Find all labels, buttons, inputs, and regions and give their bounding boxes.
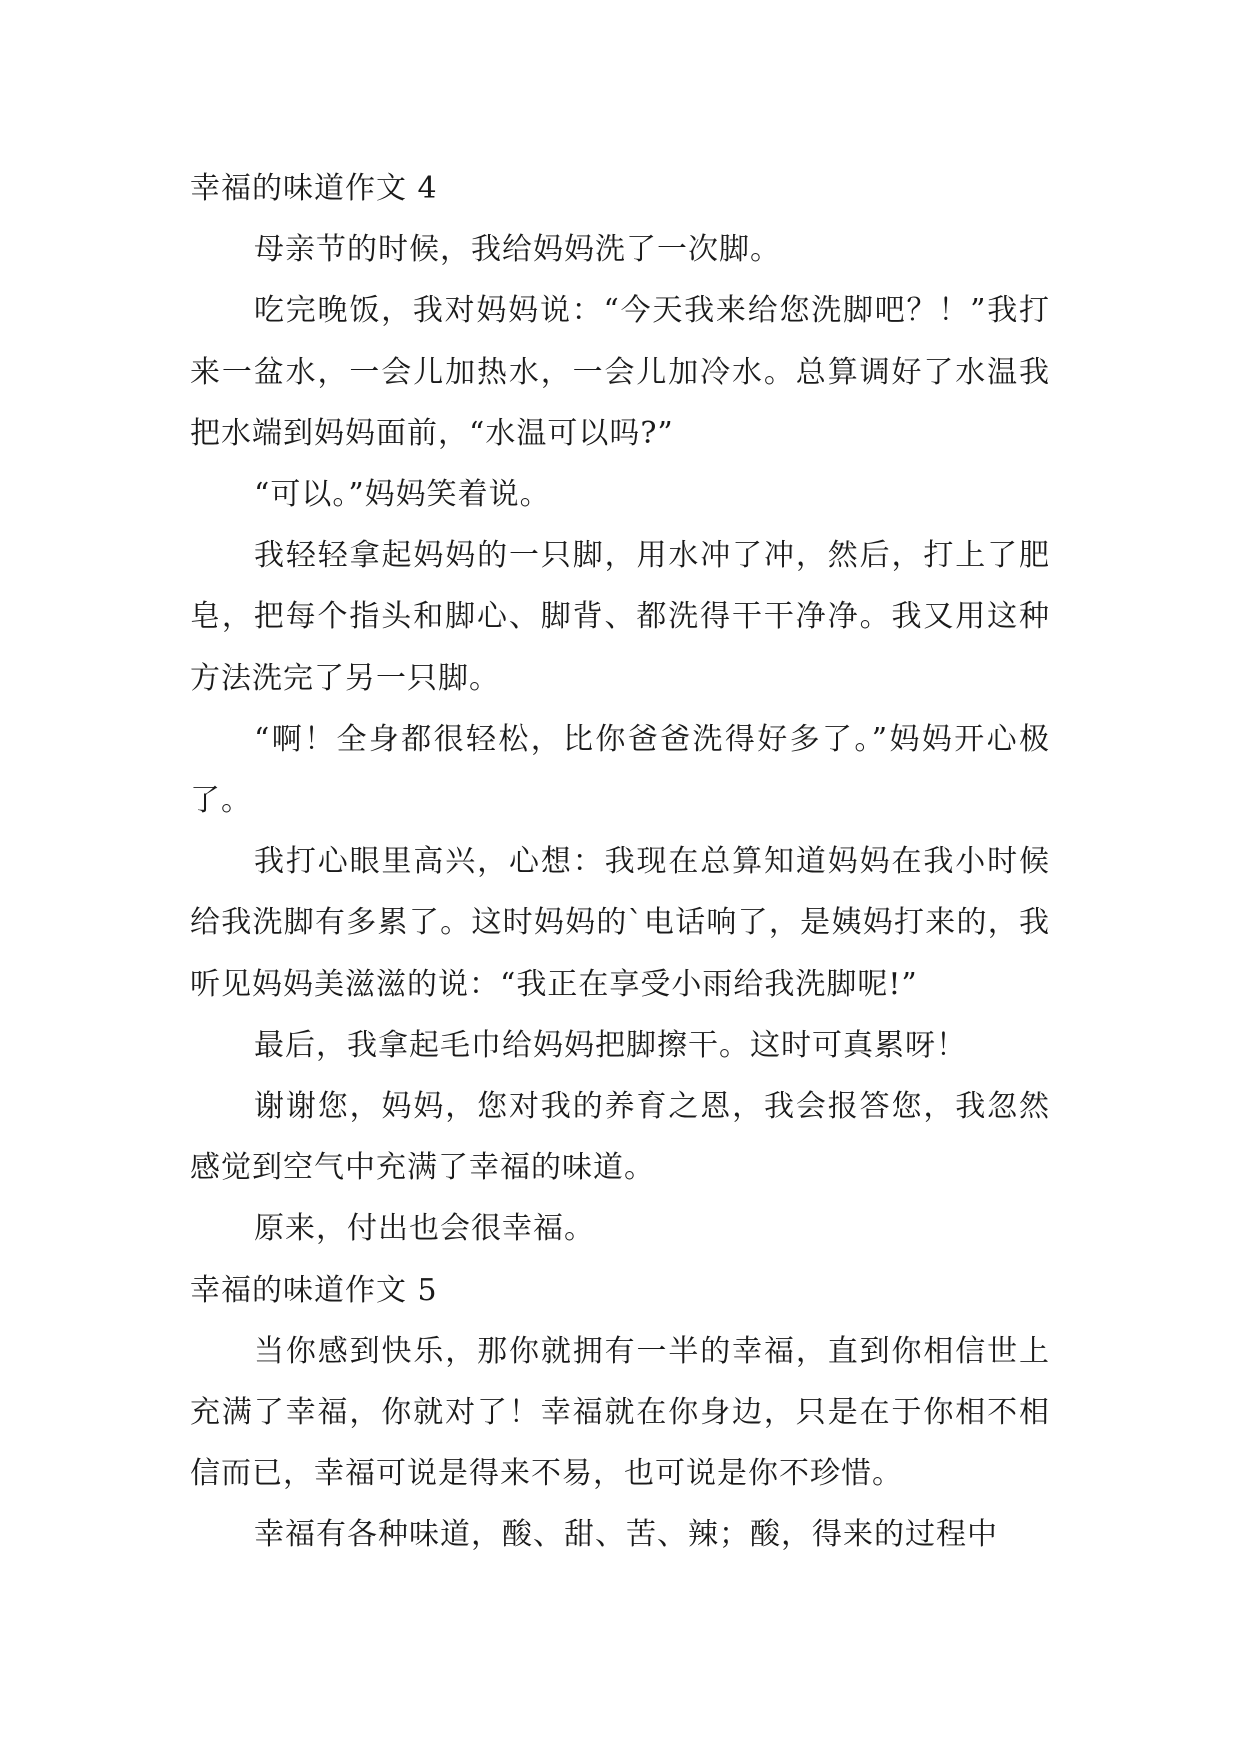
paragraph: 我轻轻拿起妈妈的一只脚，用水冲了冲，然后，打上了肥皂，把每个指头和脚心、脚背、都洗得干干净净。我又用这种方法洗完了另一只脚。 (190, 538, 1050, 696)
paragraph: 原来，付出也会很幸福。 (254, 1211, 595, 1247)
paragraph: 母亲节的时候，我给妈妈洗了一次脚。 (254, 232, 781, 268)
section-title-5: 幸福的味道作文 5 (190, 1272, 438, 1308)
paragraph: 幸福有各种味道，酸、甜、苦、辣；酸，得来的过程中 (254, 1517, 998, 1553)
paragraph: 谢谢您，妈妈，您对我的养育之恩，我会报答您，我忽然感觉到空气中充满了幸福的味道。 (190, 1089, 1050, 1186)
paragraph: “可以。”妈妈笑着说。 (254, 477, 551, 513)
document-body (190, 158, 1050, 1566)
paragraph: 我打心眼里高兴，心想：我现在总算知道妈妈在我小时候给我洗脚有多累了。这时妈妈的`电话响了，是姨妈打来的，我听见妈妈美滋滋的说：“我正在享受小雨给我洗脚呢!” (190, 844, 1050, 1002)
paragraph: “啊！全身都很轻松，比你爸爸洗得好多了。”妈妈开心极了。 (190, 721, 1050, 819)
section-title-4: 幸福的味道作文 4 (190, 171, 438, 206)
paragraph: 吃完晚饭，我对妈妈说：“今天我来给您洗脚吧？！”我打来一盆水，一会儿加热水，一会儿加冷水。总算调好了水温我把水端到妈妈面前，“水温可以吗?” (190, 293, 1050, 451)
paragraph: 当你感到快乐，那你就拥有一半的幸福，直到你相信世上充满了幸福，你就对了！幸福就在你身边，只是在于你相不相信而已，幸福可说是得来不易，也可说是你不珍惜。 (190, 1333, 1050, 1492)
paragraph: 最后，我拿起毛巾给妈妈把脚擦干。这时可真累呀！ (254, 1027, 967, 1063)
